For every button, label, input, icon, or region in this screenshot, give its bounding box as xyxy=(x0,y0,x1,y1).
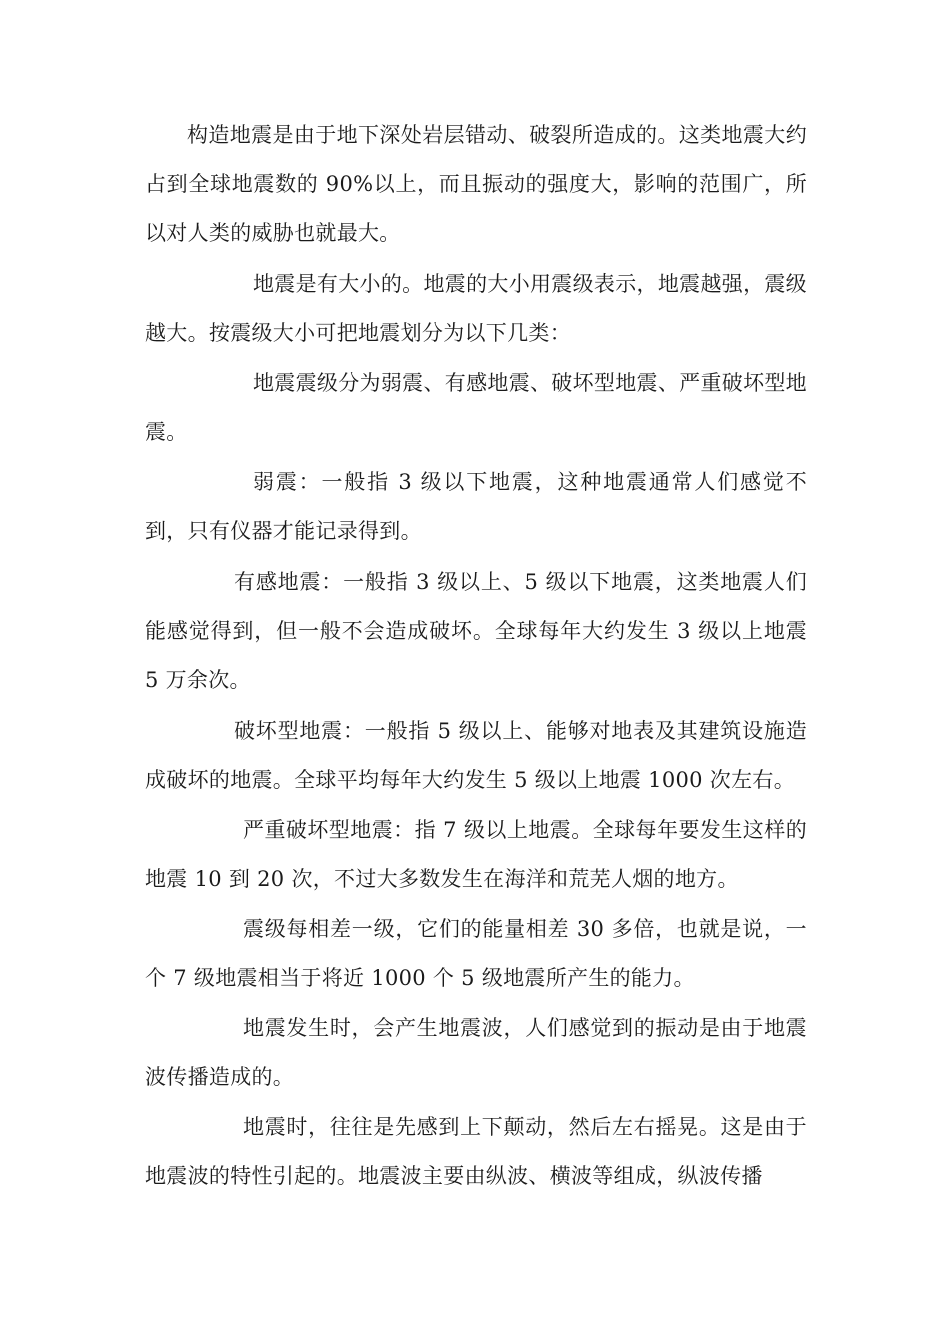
paragraph-seismic-waves: 地震发生时，会产生地震波，人们感觉到的振动是由于地震波传播造成的。 xyxy=(145,1016,807,1089)
paragraph-wave-characteristics: 地震时，往往是先感到上下颠动，然后左右摇晃。这是由于地震波的特性引起的。地震波主要由纵波、横波等组成，纵波传播 xyxy=(145,1115,807,1188)
paragraph-destructive-earthquake: 破坏型地震：一般指 5 级以上、能够对地表及其建筑设施造成破坏的地震。全球平均每年大约发生 5 级以上地震 1000 次左右。 xyxy=(145,719,807,792)
paragraph-tectonic-earthquake: 构造地震是由于地下深处岩层错动、破裂所造成的。这类地震大约占到全球地震数的 90%以上，而且振动的强度大，影响的范围广，所以对人类的威胁也就最大。 xyxy=(145,123,807,245)
paragraph-felt-earthquake: 有感地震：一般指 3 级以上、5 级以下地震，这类地震人们能感觉得到，但一般不会造成破坏。全球每年大约发生 3 级以上地震 5 万余次。 xyxy=(145,570,807,692)
paragraph-magnitude-classes: 地震震级分为弱震、有感地震、破坏型地震、严重破坏型地震。 xyxy=(145,371,807,444)
paragraph-weak-earthquake: 弱震：一般指 3 级以下地震，这种地震通常人们感觉不到，只有仪器才能记录得到。 xyxy=(145,470,807,543)
paragraph-magnitude-intro: 地震是有大小的。地震的大小用震级表示，地震越强，震级越大。按震级大小可把地震划分为以下几类： xyxy=(145,272,807,345)
paragraph-severe-earthquake: 严重破坏型地震：指 7 级以上地震。全球每年要发生这样的地震 10 到 20 次，不过大多数发生在海洋和荒芜人烟的地方。 xyxy=(145,818,807,891)
paragraph-energy-difference: 震级每相差一级，它们的能量相差 30 多倍，也就是说，一个 7 级地震相当于将近 1000 个 5 级地震所产生的能力。 xyxy=(145,917,807,990)
